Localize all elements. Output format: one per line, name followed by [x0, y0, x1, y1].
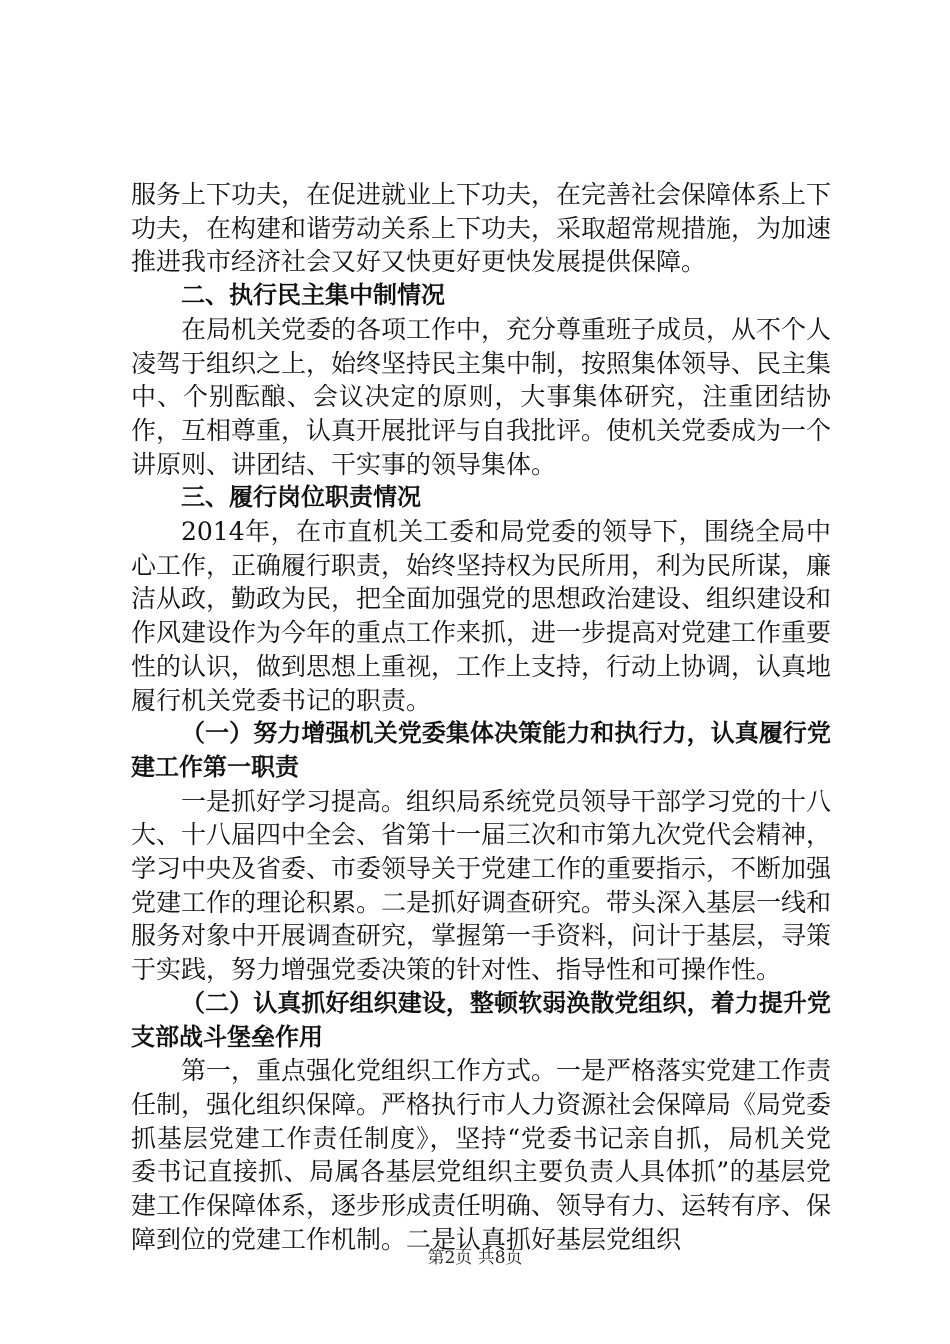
paragraph-continued: 服务上下功夫，在促进就业上下功夫，在完善社会保障体系上下功夫，在构建和谐劳动关系上下功夫，采取超常规措施，为加速推进我市经济社会又好又快更好更快发展提供保障。: [131, 180, 832, 277]
subsection-heading-1: （一）努力增强机关党委集体决策能力和执行力，认真履行党建工作第一职责: [131, 719, 831, 781]
paragraph: 2014年，在市直机关工委和局党委的领导下，围绕全局中心工作，正确履行职责，始终坚持权为民所用，利为民所谋，廉洁从政，勤政为民，把全面加强党的思想政治建设、组织建设和作风建设作为今年的重点工作来抓，进一步提高对党建工作重要性的认识，做到思想上重视，工作上支持，行动上协调，认真地履行机关党委书记的职责。: [131, 517, 832, 715]
section-heading-3: 三、履行岗位职责情况: [181, 483, 421, 512]
document-body: [131, 178, 831, 1257]
page-number-footer: 第2页 共8页: [427, 1248, 523, 1268]
paragraph: 一是抓好学习提高。组织局系统党员领导干部学习党的十八大、十八届四中全会、省第十一届三次和市第九次党代会精神，学习中央及省委、市委领导关于党建工作的重要指示，不断加强党建工作的理论积累。二是抓好调查研究。带头深入基层一线和服务对象中开展调查研究，掌握第一手资料，问计于基层，寻策于实践，努力增强党委决策的针对性、指导性和可操作性。: [131, 786, 832, 985]
section-heading-2: 二、执行民主集中制情况: [181, 281, 445, 310]
subsection-heading-2: （二）认真抓好组织建设，整顿软弱涣散党组织，着力提升党支部战斗堡垒作用: [131, 988, 831, 1051]
paragraph: 在局机关党委的各项工作中，充分尊重班子成员，从不个人凌驾于组织之上，始终坚持民主集中制，按照集体领导、民主集中、个别酝酿、会议决定的原则，大事集体研究，注重团结协作，互相尊重，认真开展批评与自我批评。使机关党委成为一个讲原则、讲团结、干实事的领导集体。: [131, 314, 832, 479]
paragraph: 第一，重点强化党组织工作方式。一是严格落实党建工作责任制，强化组织保障。严格执行市人力资源社会保障局《局党委抓基层党建工作责任制度》，坚持“党委书记亲自抓，局机关党委书记直接抓、局属各基层党组织主要负责人具体抓”的基层党建工作保障体系，逐步形成责任明确、领导有力、运转有序、保障到位的党建工作机制。二是认真抓好基层党组织: [131, 1056, 832, 1254]
